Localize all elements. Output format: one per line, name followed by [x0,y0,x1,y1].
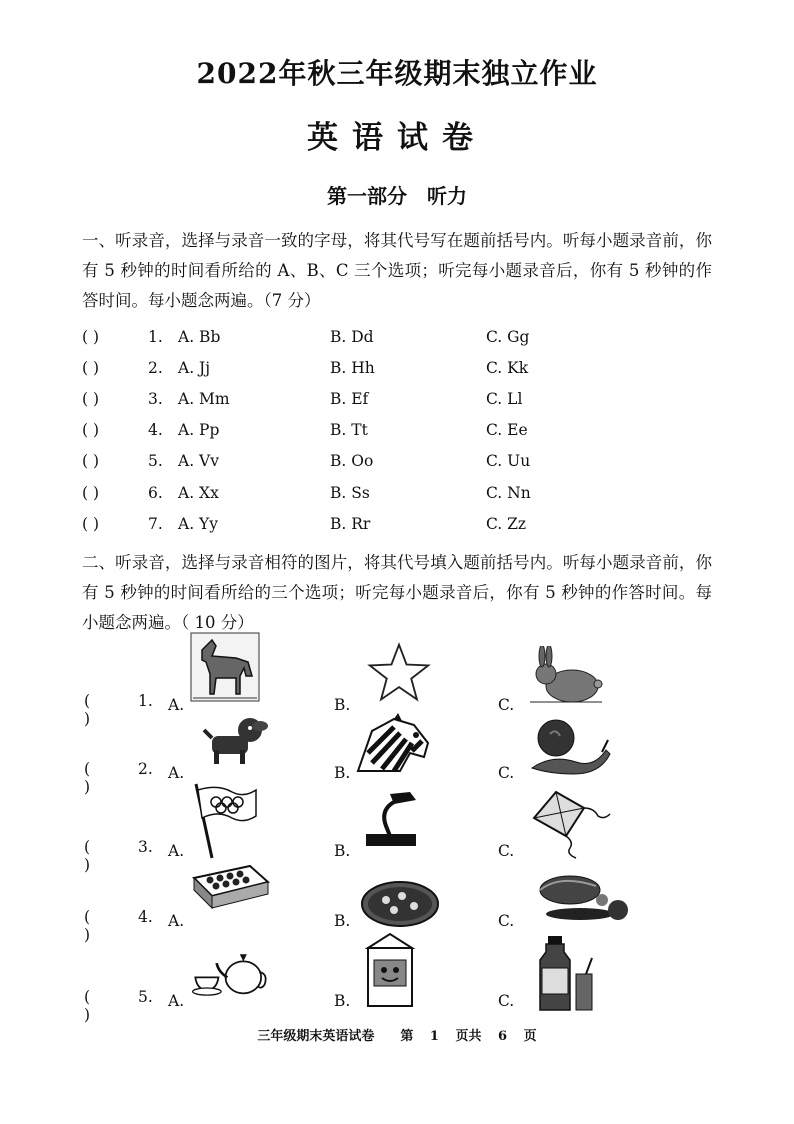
option-a: A. Xx [178,484,219,502]
question-number: 4. [138,908,153,926]
dog-icon [200,708,270,768]
option-a: A. Vv [178,452,219,470]
option-label: B. [334,992,351,1010]
answer-bracket[interactable]: ( ) [82,452,100,470]
option-label: B. [334,912,351,930]
option-label: B. [334,842,351,860]
question-number: 7. [148,515,163,533]
option-b: B. Ef [330,390,369,408]
option-label: A. [168,842,185,860]
option-c: C. Gg [486,328,530,346]
section1-instruction: 一、听录音，选择与录音一致的字母，将其代号写在题前括号内。听每小题录音前，你有 5 秒钟的时间看所给的 A、B、C 三个选项；听完每小题录音后，你有 5 秒钟的作答时间。每小题念两遍。（7 分） [82,231,712,310]
star-icon [366,640,432,706]
option-c: C. Kk [486,359,529,377]
section1-question-row [0,390,794,414]
answer-bracket[interactable]: ( ) [84,838,91,874]
option-c: C. Zz [486,515,527,533]
horse-icon [190,632,260,702]
exam-title: 2022年秋三年级期末独立作业 [196,57,598,90]
answer-bracket[interactable]: ( ) [84,760,91,796]
egg-box-icon [190,860,270,910]
answer-bracket[interactable]: ( ) [82,359,100,377]
section1-question-row [0,484,794,508]
question-number: 2. [138,760,153,778]
option-a: A. Mm [178,390,230,408]
section1-question-row [0,452,794,476]
option-label: C. [498,992,515,1010]
option-label: A. [168,992,185,1010]
option-c: C. Nn [486,484,531,502]
juice-bottle-icon [530,934,600,1014]
vegetables-icon [530,870,630,930]
question-number: 5. [148,452,163,470]
question-number: 1. [148,328,163,346]
part-title: 第一部分 听力 [327,184,467,208]
snail-icon [526,716,616,776]
page-footer: 三年级期末英语试卷 第 1 页共 6 页 [257,1029,537,1044]
question-number: 3. [138,838,153,856]
question-number: 4. [148,421,163,439]
option-a: A. Jj [178,359,211,377]
answer-bracket[interactable]: ( ) [82,328,100,346]
teapot-icon [190,942,270,1002]
pizza-icon [360,878,440,928]
option-label: B. [334,764,351,782]
answer-bracket[interactable]: ( ) [82,390,100,408]
option-a: A. Yy [178,515,219,533]
option-b: B. Rr [330,515,371,533]
option-c: C. Ll [486,390,523,408]
desk-lamp-icon [360,790,430,850]
answer-bracket[interactable]: ( ) [84,988,91,1024]
option-a: A. Bb [178,328,221,346]
option-label: C. [498,912,515,930]
answer-bracket[interactable]: ( ) [84,908,91,944]
option-label: C. [498,842,515,860]
option-b: B. Ss [330,484,370,502]
option-b: B. Oo [330,452,374,470]
section1-question-row [0,421,794,445]
milk-carton-icon [360,930,420,1010]
option-a: A. Pp [178,421,220,439]
option-b: B. Tt [330,421,368,439]
rabbit-icon [526,646,606,706]
question-number: 5. [138,988,153,1006]
answer-bracket[interactable]: ( ) [84,692,91,728]
option-label: A. [168,764,185,782]
flag-icon [190,780,260,860]
question-number: 1. [138,692,153,710]
question-number: 3. [148,390,163,408]
option-b: B. Dd [330,328,374,346]
option-label: C. [498,696,515,714]
zebra-icon [354,712,434,774]
option-label: A. [168,696,185,714]
option-c: C. Ee [486,421,528,439]
answer-bracket[interactable]: ( ) [82,484,100,502]
option-label: C. [498,764,515,782]
section2-instruction: 二、听录音，选择与录音相符的图片，将其代号填入题前括号内。听每小题录音前，你有 5 秒钟的时间看所给的三个选项；听完每小题录音后，你有 5 秒钟的作答时间。每小题念两遍。（ 10 分） [82,553,712,632]
option-b: B. Hh [330,359,375,377]
answer-bracket[interactable]: ( ) [82,421,100,439]
section1-question-row [0,328,794,352]
question-number: 6. [148,484,163,502]
option-label: A. [168,912,185,930]
kite-icon [526,790,616,860]
section1-question-row [0,359,794,383]
option-c: C. Uu [486,452,531,470]
answer-bracket[interactable]: ( ) [82,515,100,533]
question-number: 2. [148,359,163,377]
option-label: B. [334,696,351,714]
section1-question-row [0,515,794,539]
subject-title: 英语试卷 [307,120,487,156]
